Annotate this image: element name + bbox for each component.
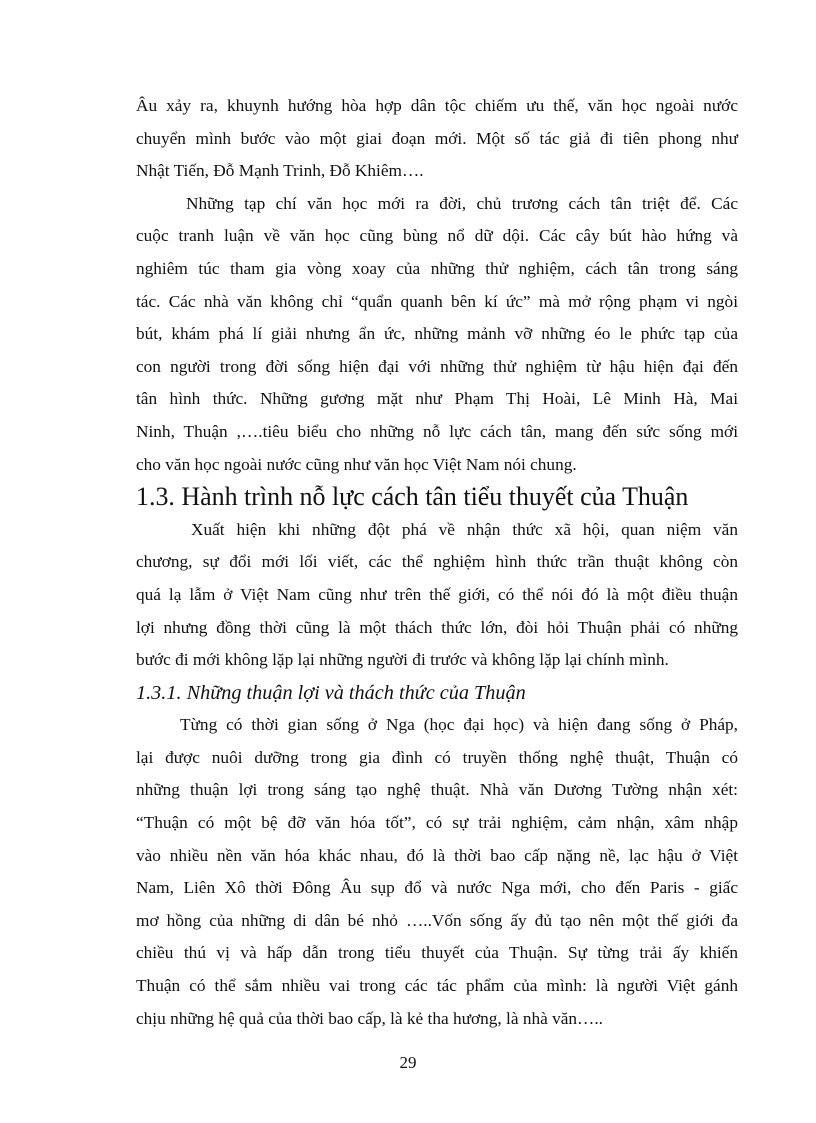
text-line: Nam, Liên Xô thời Đông Âu sụp đổ và nước Nga mới, cho đến Paris - giấc [136, 878, 738, 898]
text-line: tác. Các nhà văn không chỉ “quẩn quanh bên kí ức” mà mở rộng phạm vi ngòi [136, 291, 738, 311]
text-line: mơ hồng của những di dân bé nhỏ …..Vốn sống ấy đủ tạo nên một thế giới đa [136, 910, 738, 930]
text-line: nghiêm túc tham gia vòng xoay của những thử nghiệm, cách tân trong sáng [136, 258, 738, 278]
text-line: Nhật Tiến, Đỗ Mạnh Trinh, Đỗ Khiêm…. [136, 161, 424, 181]
text-line: cuộc tranh luận về văn học cũng bùng nổ dữ dội. Các cây bút hào hứng và [136, 226, 738, 246]
text-line: Thuận có thể sắm nhiều vai trong các tác phẩm của mình: là người Việt gánh [136, 976, 738, 996]
text-line: bút, khám phá lí giải nhưng ẩn ức, những mảnh vỡ những éo le phức tạp của [136, 324, 738, 344]
text-line: những thuận lợi trong sáng tạo nghệ thuật. Nhà văn Dương Tường nhận xét: [136, 780, 738, 800]
text-line: Ninh, Thuận ,….tiêu biểu cho những nỗ lực cách tân, mang đến sức sống mới [136, 421, 738, 441]
text-line: bước đi mới không lặp lại những người đi trước và không lặp lại chính mình. [136, 650, 669, 670]
text-line: cho văn học ngoài nước cũng như văn học Việt Nam nói chung. [136, 454, 577, 474]
text-line: quá lạ lẫm ở Việt Nam cũng như trên thế giới, có thể nói đó là một điều thuận [136, 584, 738, 604]
text-line: vào nhiều nền văn hóa khác nhau, đó là thời bao cấp nặng nề, lạc hậu ở Việt [136, 845, 738, 865]
paragraph-4 [136, 709, 738, 1035]
text-line: lợi nhưng đồng thời cũng là một thách thức lớn, đòi hỏi Thuận phải có những [136, 617, 738, 637]
text-line: con người trong đời sống hiện đại với những thử nghiệm từ hậu hiện đại đến [136, 356, 738, 376]
text-line: chịu những hệ quả của thời bao cấp, là kẻ tha hương, là nhà văn….. [136, 1008, 603, 1028]
text-line: “Thuận có một bệ đỡ văn hóa tốt”, có sự trải nghiệm, cảm nhận, xâm nhập [136, 813, 738, 833]
page-content [136, 90, 738, 1035]
text-line: lại được nuôi dưỡng trong gia đình có truyền thống nghệ thuật, Thuận có [136, 747, 738, 767]
text-line: chuyển mình bước vào một giai đoạn mới. Một số tác giả đi tiên phong như [136, 128, 738, 148]
section-heading: 1.3. Hành trình nỗ lực cách tân tiểu thuyết của Thuận [136, 482, 689, 512]
paragraph-1 [136, 90, 738, 188]
text-line: Từng có thời gian sống ở Nga (học đại học) và hiện đang sống ở Pháp, [180, 715, 738, 735]
paragraph-3 [136, 514, 738, 677]
text-line: chương, sự đổi mới lối viết, các thể nghiệm hình thức trần thuật không còn [136, 552, 738, 572]
text-line: tân hình thức. Những gương mặt như Phạm Thị Hoài, Lê Minh Hà, Mai [136, 389, 738, 409]
subsection-heading: 1.3.1. Những thuận lợi và thách thức của Thuận [136, 681, 526, 704]
paragraph-2 [136, 188, 738, 481]
text-line: chiều thú vị và hấp dẫn trong tiểu thuyết của Thuận. Sự từng trải ấy khiến [136, 943, 738, 963]
page-number: 29 [399, 1053, 417, 1072]
text-line: Âu xảy ra, khuynh hướng hòa hợp dân tộc chiếm ưu thế, văn học ngoài nước [136, 96, 738, 115]
text-line: Những tạp chí văn học mới ra đời, chủ trương cách tân triệt để. Các [186, 193, 738, 213]
text-line: Xuất hiện khi những đột phá về nhận thức xã hội, quan niệm văn [191, 519, 738, 539]
